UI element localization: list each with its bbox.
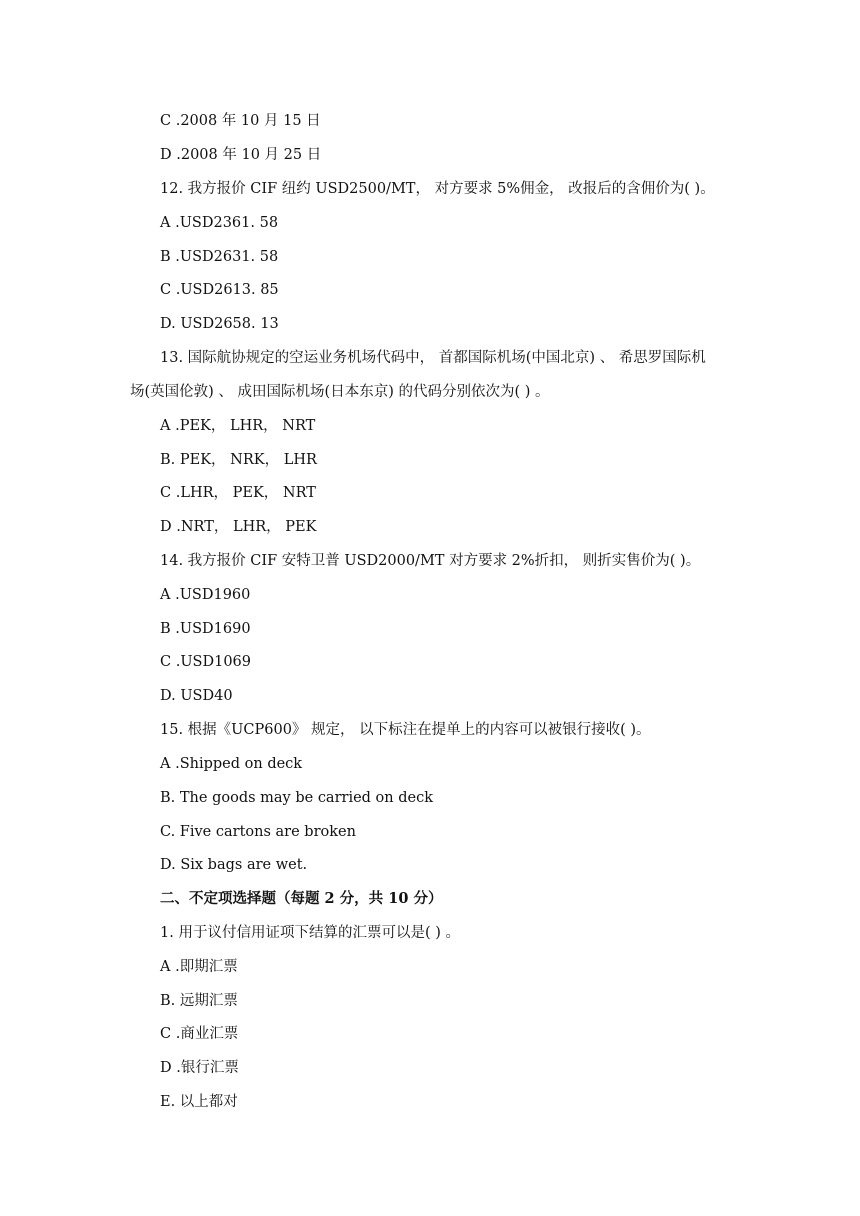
option-c-q1: C .商业汇票: [160, 1026, 239, 1042]
option-d-q11: D .2008 年 10 月 25 日: [160, 147, 322, 163]
option-d-q1: D .银行汇票: [160, 1060, 239, 1076]
question-13-continued: 场(英国伦敦) 、 成田国际机场(日本东京) 的代码分别依次为( ) 。: [130, 384, 550, 400]
option-d-q12: D. USD2658. 13: [160, 316, 279, 332]
option-d-q13: D .NRT， LHR， PEK: [160, 519, 317, 535]
question-14: 14. 我方报价 CIF 安特卫普 USD2000/MT 对方要求 2%折扣， 则折实售价为( )。: [160, 553, 701, 569]
option-c-q12: C .USD2613. 85: [160, 282, 279, 298]
option-a-q13: A .PEK， LHR， NRT: [160, 418, 316, 434]
option-c-q15: C. Five cartons are broken: [160, 824, 356, 840]
option-a-q14: A .USD1960: [160, 587, 251, 603]
question-15: 15. 根据《UCP600》 规定， 以下标注在提单上的内容可以被银行接收( )。: [160, 722, 651, 738]
option-e-q1: E. 以上都对: [160, 1094, 238, 1110]
option-d-q14: D. USD40: [160, 688, 233, 704]
question-1: 1. 用于议付信用证项下结算的汇票可以是( ) 。: [160, 925, 460, 941]
option-c-q14: C .USD1069: [160, 654, 251, 670]
option-b-q12: B .USD2631. 58: [160, 249, 279, 265]
option-a-q1: A .即期汇票: [160, 959, 238, 975]
option-c-q13: C .LHR， PEK， NRT: [160, 485, 316, 501]
option-b-q13: B. PEK， NRK， LHR: [160, 452, 317, 468]
option-b-q1: B. 远期汇票: [160, 993, 238, 1009]
option-b-q14: B .USD1690: [160, 621, 251, 637]
section-heading: 二、不定项选择题（每题 2 分，共 10 分）: [160, 890, 443, 907]
option-a-q12: A .USD2361. 58: [160, 215, 279, 231]
question-13: 13. 国际航协规定的空运业务机场代码中， 首都国际机场(中国北京) 、 希思罗国际机: [160, 350, 706, 366]
option-b-q15: B. The goods may be carried on deck: [160, 790, 434, 806]
option-a-q15: A .Shipped on deck: [160, 756, 303, 772]
option-c-q11: C .2008 年 10 月 15 日: [160, 113, 321, 129]
option-d-q15: D. Six bags are wet.: [160, 857, 308, 873]
question-12: 12. 我方报价 CIF 纽约 USD2500/MT， 对方要求 5%佣金， 改报后的含佣价为( )。: [160, 181, 715, 197]
